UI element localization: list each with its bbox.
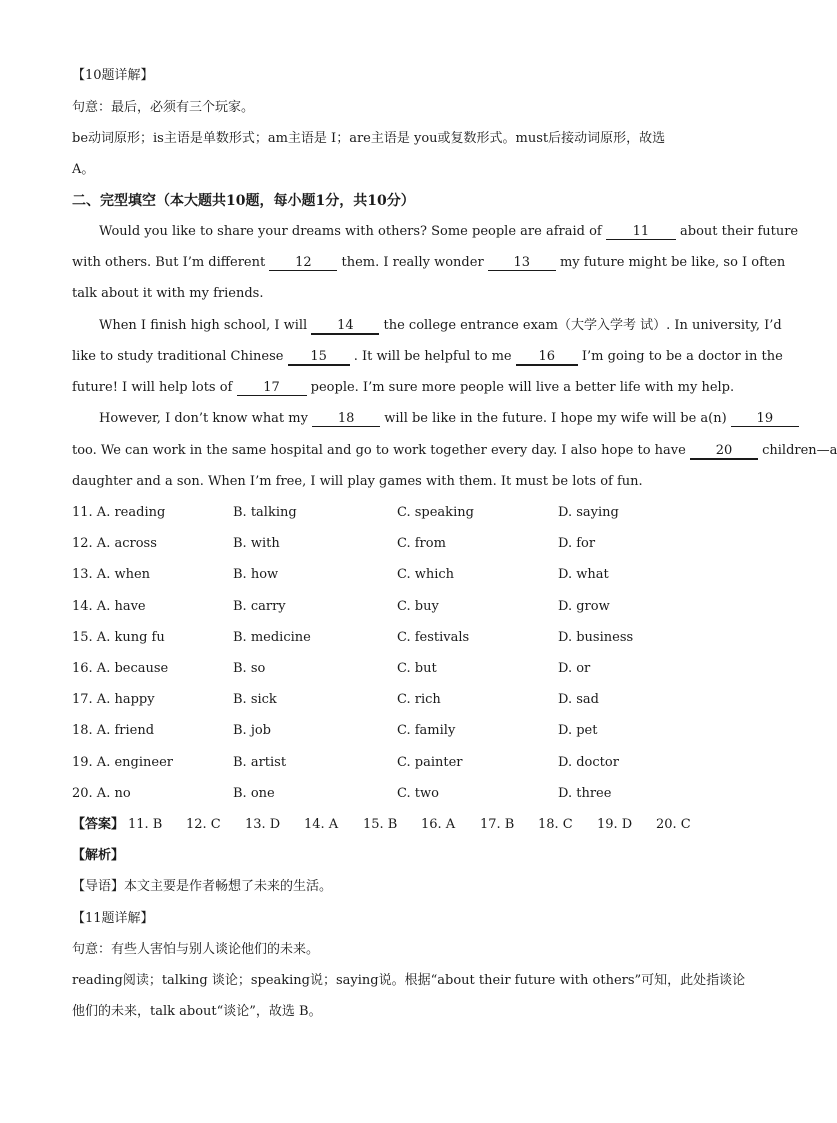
blank-20: 20	[690, 444, 758, 460]
blank-16: 16	[516, 350, 578, 366]
option-b: B. one	[233, 786, 275, 801]
option-b: B. how	[233, 567, 279, 582]
q11-meaning: 句意：有些人害怕与别人谈论他们的未来。	[72, 942, 320, 957]
option-a: 17. A. happy	[72, 692, 155, 707]
blank-12: 12	[269, 256, 337, 271]
option-c: C. speaking	[397, 505, 474, 520]
q10-explain-line-1: be动词原形；is主语是单数形式；am主语是 I；are主语是 you或复数形式。must后接动词原形，故选	[72, 131, 666, 146]
passage-text: with others. But I’m different	[72, 255, 266, 270]
option-row	[72, 691, 732, 709]
answer-item: 18. C	[538, 817, 573, 832]
answer-label: 【答案】	[72, 817, 125, 832]
option-d: D. business	[558, 630, 634, 645]
option-c: C. but	[397, 661, 437, 676]
passage-text: I’m going to be a doctor in the	[581, 349, 783, 364]
option-b: B. talking	[233, 505, 297, 520]
section-title: 二、完型填空（本大题共10题，每小题1分，共10分）	[72, 193, 415, 209]
option-a: 13. A. when	[72, 567, 151, 582]
option-row	[72, 660, 732, 678]
option-d: D. or	[558, 661, 591, 676]
option-d: D. three	[558, 786, 612, 801]
option-a: 19. A. engineer	[72, 755, 173, 770]
blank-15: 15	[288, 350, 350, 366]
passage-text: children—a	[762, 443, 837, 458]
blank-19: 19	[731, 412, 799, 427]
answer-item: 20. C	[656, 817, 691, 832]
option-a: 16. A. because	[72, 661, 169, 676]
passage-text: the college entrance exam（大学入学考 试）. In university, I’d	[383, 318, 782, 333]
option-c: C. buy	[397, 599, 439, 614]
q11-heading: 【11题详解】	[72, 911, 154, 926]
blank-14: 14	[311, 319, 379, 335]
passage-line	[99, 317, 782, 335]
blank-11: 11	[606, 225, 676, 240]
option-b: B. carry	[233, 599, 286, 614]
option-b: B. sick	[233, 692, 277, 707]
option-row	[72, 722, 732, 740]
q10-heading: 【10题详解】	[72, 68, 154, 83]
answer-item: 14. A	[304, 817, 339, 832]
option-c: C. rich	[397, 692, 441, 707]
passage-line	[72, 442, 837, 460]
passage-text: too. We can work in the same hospital and go to work together every day. I also hope to have	[72, 443, 686, 458]
option-row	[72, 504, 732, 522]
option-d: D. pet	[558, 723, 598, 738]
passage-line	[72, 348, 783, 366]
passage-text: like to study traditional Chinese	[72, 349, 284, 364]
option-b: B. medicine	[233, 630, 311, 645]
passage-line	[72, 379, 734, 397]
option-d: D. saying	[558, 505, 619, 520]
option-row	[72, 785, 732, 803]
option-d: D. sad	[558, 692, 599, 707]
option-b: B. job	[233, 723, 271, 738]
passage-text: my future might be like, so I often	[559, 255, 786, 270]
option-a: 15. A. kung fu	[72, 630, 165, 645]
option-c: C. which	[397, 567, 455, 582]
option-d: D. doctor	[558, 755, 619, 770]
passage-text: them. I really wonder	[341, 255, 484, 270]
option-b: B. with	[233, 536, 280, 551]
passage-line: daughter and a son. When I’m free, I will play games with them. It must be lots of fun.	[72, 474, 643, 489]
answer-item: 11. B	[128, 817, 163, 832]
option-d: D. grow	[558, 599, 610, 614]
passage-line: talk about it with my friends.	[72, 286, 264, 301]
option-c: C. family	[397, 723, 456, 738]
option-d: D. for	[558, 536, 596, 551]
passage-text: . It will be helpful to me	[353, 349, 512, 364]
q10-meaning: 句意：最后，必须有三个玩家。	[72, 100, 255, 115]
option-row	[72, 598, 732, 616]
option-b: B. so	[233, 661, 266, 676]
option-row	[72, 566, 732, 584]
option-d: D. what	[558, 567, 609, 582]
option-row	[72, 629, 732, 647]
option-a: 11. A. reading	[72, 505, 166, 520]
passage-line	[99, 410, 799, 428]
passage-text: However, I don’t know what my	[99, 411, 308, 426]
passage-text: Would you like to share your dreams with others? Some people are afraid of	[99, 224, 602, 239]
option-a: 12. A. across	[72, 536, 157, 551]
option-row	[72, 754, 732, 772]
passage-line	[72, 254, 785, 272]
blank-13: 13	[488, 256, 556, 271]
option-c: C. from	[397, 536, 446, 551]
analysis-intro: 【导语】本文主要是作者畅想了未来的生活。	[72, 879, 333, 894]
q10-explain-line-2: A。	[72, 162, 95, 177]
passage-text: future! I will help lots of	[72, 380, 233, 395]
passage-text: about their future	[680, 224, 799, 239]
option-a: 20. A. no	[72, 786, 131, 801]
answer-row	[72, 816, 732, 834]
option-c: C. painter	[397, 755, 463, 770]
q11-explain-line-1: reading阅读；talking 谈论；speaking说；saying说。根据“about their future with others”可知，此处指谈论	[72, 973, 746, 988]
passage-line	[99, 223, 798, 241]
passage-text: people. I’m sure more people will live a better life with my help.	[310, 380, 735, 395]
option-c: C. two	[397, 786, 439, 801]
blank-17: 17	[237, 381, 307, 396]
q11-explain-line-2: 他们的未来，talk about“谈论”，故选 B。	[72, 1004, 322, 1019]
answer-item: 15. B	[363, 817, 398, 832]
option-a: 14. A. have	[72, 599, 146, 614]
answer-item: 17. B	[480, 817, 515, 832]
answer-item: 16. A	[421, 817, 456, 832]
answer-item: 12. C	[186, 817, 221, 832]
analysis-label: 【解析】	[72, 848, 125, 863]
option-row	[72, 535, 732, 553]
option-b: B. artist	[233, 755, 287, 770]
option-a: 18. A. friend	[72, 723, 155, 738]
passage-text: will be like in the future. I hope my wife will be a(n)	[384, 411, 727, 426]
passage-text: When I finish high school, I will	[99, 318, 308, 333]
blank-18: 18	[312, 412, 380, 427]
option-c: C. festivals	[397, 630, 470, 645]
answer-item: 19. D	[597, 817, 633, 832]
answer-item: 13. D	[245, 817, 281, 832]
